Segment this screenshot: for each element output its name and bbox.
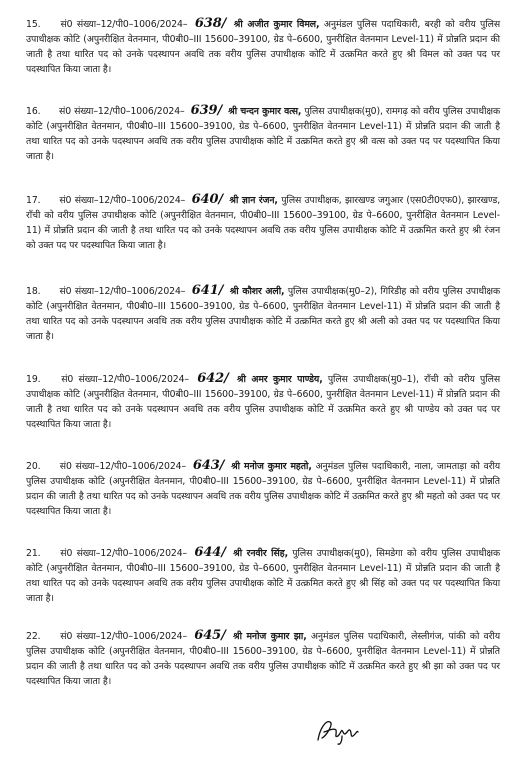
item-number: 16. xyxy=(26,106,41,117)
reference-number: सं0 संख्या–12/पी0–1006/2024– xyxy=(59,461,187,472)
officer-name: श्री अमर कुमार पाण्डेय, xyxy=(236,374,323,385)
item-number: 20. xyxy=(26,461,41,472)
item-number: 15. xyxy=(26,19,41,30)
paragraph-text: अनुमंडल पुलिस पदाधिकारी, बरही को वरीय पुलिस उपाधीक्षक कोटि (अपुनरीक्षित वेतनमान, पी0बी0–III 15600–39100, ग्रेड पे–6600, पुनरीक्षित वेतनमान Level-11) में प्रोन्नति प्रदान की जाती है तथा धारित पद को उनके पदस्थापन अवधि तक वरीय पुलिस उपाधीक्षक कोटि में उत्क्रमित करते हुए श्री विमल को उक्त पद पर पदस्थापित किया जाता है। xyxy=(26,19,501,75)
paragraph-text: पुलिस उपाधीक्षक(मु0–2), गिरिडीह को वरीय पुलिस उपाधीक्षक कोटि (अपुनरीक्षित वेतनमान, पी0बी0–III 15600–39100, ग्रेड पे–6600, पुनरीक्षित वेतनमान Level-11) में प्रोन्नति प्रदान की जाती है तथा धारित पद को उनके पदस्थापन अवधि तक वरीय पुलिस उपाधीक्षक कोटि में उत्क्रमित करते हुए श्री अली को उक्त पद पर पदस्थापित किया जाता है। xyxy=(26,286,501,342)
handwritten-order-number: 641/ xyxy=(191,283,224,298)
paragraph-16 xyxy=(26,103,500,164)
paragraph-17 xyxy=(26,192,500,253)
officer-name: श्री मनोज कुमार झा, xyxy=(233,631,307,642)
item-number: 22. xyxy=(26,631,41,642)
paragraph-18 xyxy=(26,283,500,344)
paragraph-text: पुलिस उपाधीक्षक(मु0), सिमडेगा को वरीय पुलिस उपाधीक्षक कोटि (अपुनरीक्षित वेतनमान, पी0बी0–III 15600–39100, ग्रेड पे–6600, पुनरीक्षित वेतनमान Level-11) में प्रोन्नति प्रदान की जाती है तथा धारित पद को उनके पदस्थापन अवधि तक वरीय पुलिस उपाधीक्षक कोटि में उत्क्रमित करते हुए श्री सिंह को उक्त पद पर पदस्थापित किया जाता है। xyxy=(26,548,500,604)
item-number: 21. xyxy=(26,548,41,559)
reference-number: सं0 संख्या–12/पी0–1006/2024– xyxy=(60,548,188,559)
officer-name: श्री ज्ञान रंजन, xyxy=(229,195,278,206)
officer-name: श्री चन्दन कुमार वत्स, xyxy=(228,106,302,117)
reference-number: सं0 संख्या–12/पी0–1006/2024– xyxy=(60,631,188,642)
item-number: 19. xyxy=(26,374,41,385)
paragraph-21 xyxy=(26,545,500,606)
paragraph-22 xyxy=(26,628,500,689)
officer-name: श्री कौशर अली, xyxy=(229,286,285,297)
paragraph-19 xyxy=(26,371,500,432)
reference-number: सं0 संख्या–12/पी0–1006/2024– xyxy=(60,19,188,30)
handwritten-order-number: 639/ xyxy=(190,103,223,118)
paragraph-text: पुलिस उपाधीक्षक(मु0–1), राँची को वरीय पुलिस उपाधीक्षक कोटि (अपुनरीक्षित वेतनमान, पी0बी0–III 15600–39100, ग्रेड पे–6600, पुनरीक्षित वेतनमान Level-11) में प्रोन्नति प्रदान की जाती है तथा धारित पद को उनके पदस्थापन अवधि तक वरीय पुलिस उपाधीक्षक कोटि में उत्क्रमित करते हुए श्री पाण्डेय को उक्त पद पर पदस्थापित किया जाता है। xyxy=(26,374,501,430)
paragraph-text: पुलिस उपाधीक्षक(मु0), रामगढ़ को वरीय पुलिस उपाधीक्षक कोटि (अपुनरीक्षित वेतनमान, पी0बी0–III 15600–39100, ग्रेड पे–6600, पुनरीक्षित वेतनमान Level-11) में प्रोन्नति प्रदान की जाती है तथा धारित पद को उनके पदस्थापन अवधि तक वरीय पुलिस उपाधीक्षक कोटि में उत्क्रमित करते हुए श्री वत्स को उक्त पद पर पदस्थापित किया जाता है। xyxy=(26,106,500,162)
reference-number: सं0 संख्या–12/पी0–1006/2024– xyxy=(59,195,186,206)
handwritten-order-number: 642/ xyxy=(197,371,229,386)
handwritten-order-number: 638/ xyxy=(194,16,227,31)
paragraph-text: अनुमंडल पुलिस पदाधिकारी, लेस्लीगंज, पांकी को वरीय पुलिस उपाधीक्षक कोटि (अपुनरीक्षित वेतनमान, पी0बी0–III 15600–39100, ग्रेड पे–6600, पुनरीक्षित वेतनमान Level-11) में प्रोन्नति प्रदान की जाती है तथा धारित पद को उनके पदस्थापन अवधि तक वरीय पुलिस उपाधीक्षक कोटि में उत्क्रमित करते हुए श्री झा को उक्त पद पर पदस्थापित किया जाता है। xyxy=(26,631,500,687)
handwritten-order-number: 643/ xyxy=(192,458,225,473)
signature xyxy=(312,716,362,746)
paragraph-20 xyxy=(26,458,500,519)
handwritten-order-number: 644/ xyxy=(194,545,226,560)
paragraph-text: पुलिस उपाधीक्षक, झारखण्ड जगुआर (एस0टी0एफ0), झारखण्ड, राँची को वरीय पुलिस उपाधीक्षक कोटि (अपुनरीक्षित वेतनमान, पी0बी0–III 15600–39100, ग्रेड पे–6600, पुनरीक्षित वेतनमान Level-11) में प्रोन्नति प्रदान की जाती है तथा धारित पद को उनके पदस्थापन अवधि तक वरीय पुलिस उपाधीक्षक कोटि में उत्क्रमित करते हुए श्री रंजन को उक्त पद पर पदस्थापित किया जाता है। xyxy=(26,195,501,251)
item-number: 17. xyxy=(26,195,41,206)
officer-name: श्री मनोज कुमार महतो, xyxy=(231,461,312,472)
handwritten-order-number: 640/ xyxy=(191,192,224,207)
reference-number: सं0 संख्या–12/पी0–1006/2024– xyxy=(59,106,185,117)
handwritten-order-number: 645/ xyxy=(194,628,226,643)
reference-number: सं0 संख्या–12/पी0–1006/2024– xyxy=(59,286,186,297)
paragraph-text: अनुमंडल पुलिस पदाधिकारी, नाला, जामताड़ा को वरीय पुलिस उपाधीक्षक कोटि (अपुनरीक्षित वेतनमान, पी0बी0–III 15600–39100, ग्रेड पे–6600, पुनरीक्षित वेतनमान Level-11) में प्रोन्नति प्रदान की जाती है तथा धारित पद को उनके पदस्थापन अवधि तक वरीय पुलिस उपाधीक्षक कोटि में उत्क्रमित करते हुए श्री महतो को उक्त पद पर पदस्थापित किया जाता है। xyxy=(26,461,501,517)
officer-name: श्री रनवीर सिंह, xyxy=(233,548,288,559)
item-number: 18. xyxy=(26,286,41,297)
paragraph-15 xyxy=(26,16,500,77)
reference-number: सं0 संख्या–12/पी0–1006/2024– xyxy=(61,374,189,385)
officer-name: श्री अजीत कुमार विमल, xyxy=(233,19,320,30)
